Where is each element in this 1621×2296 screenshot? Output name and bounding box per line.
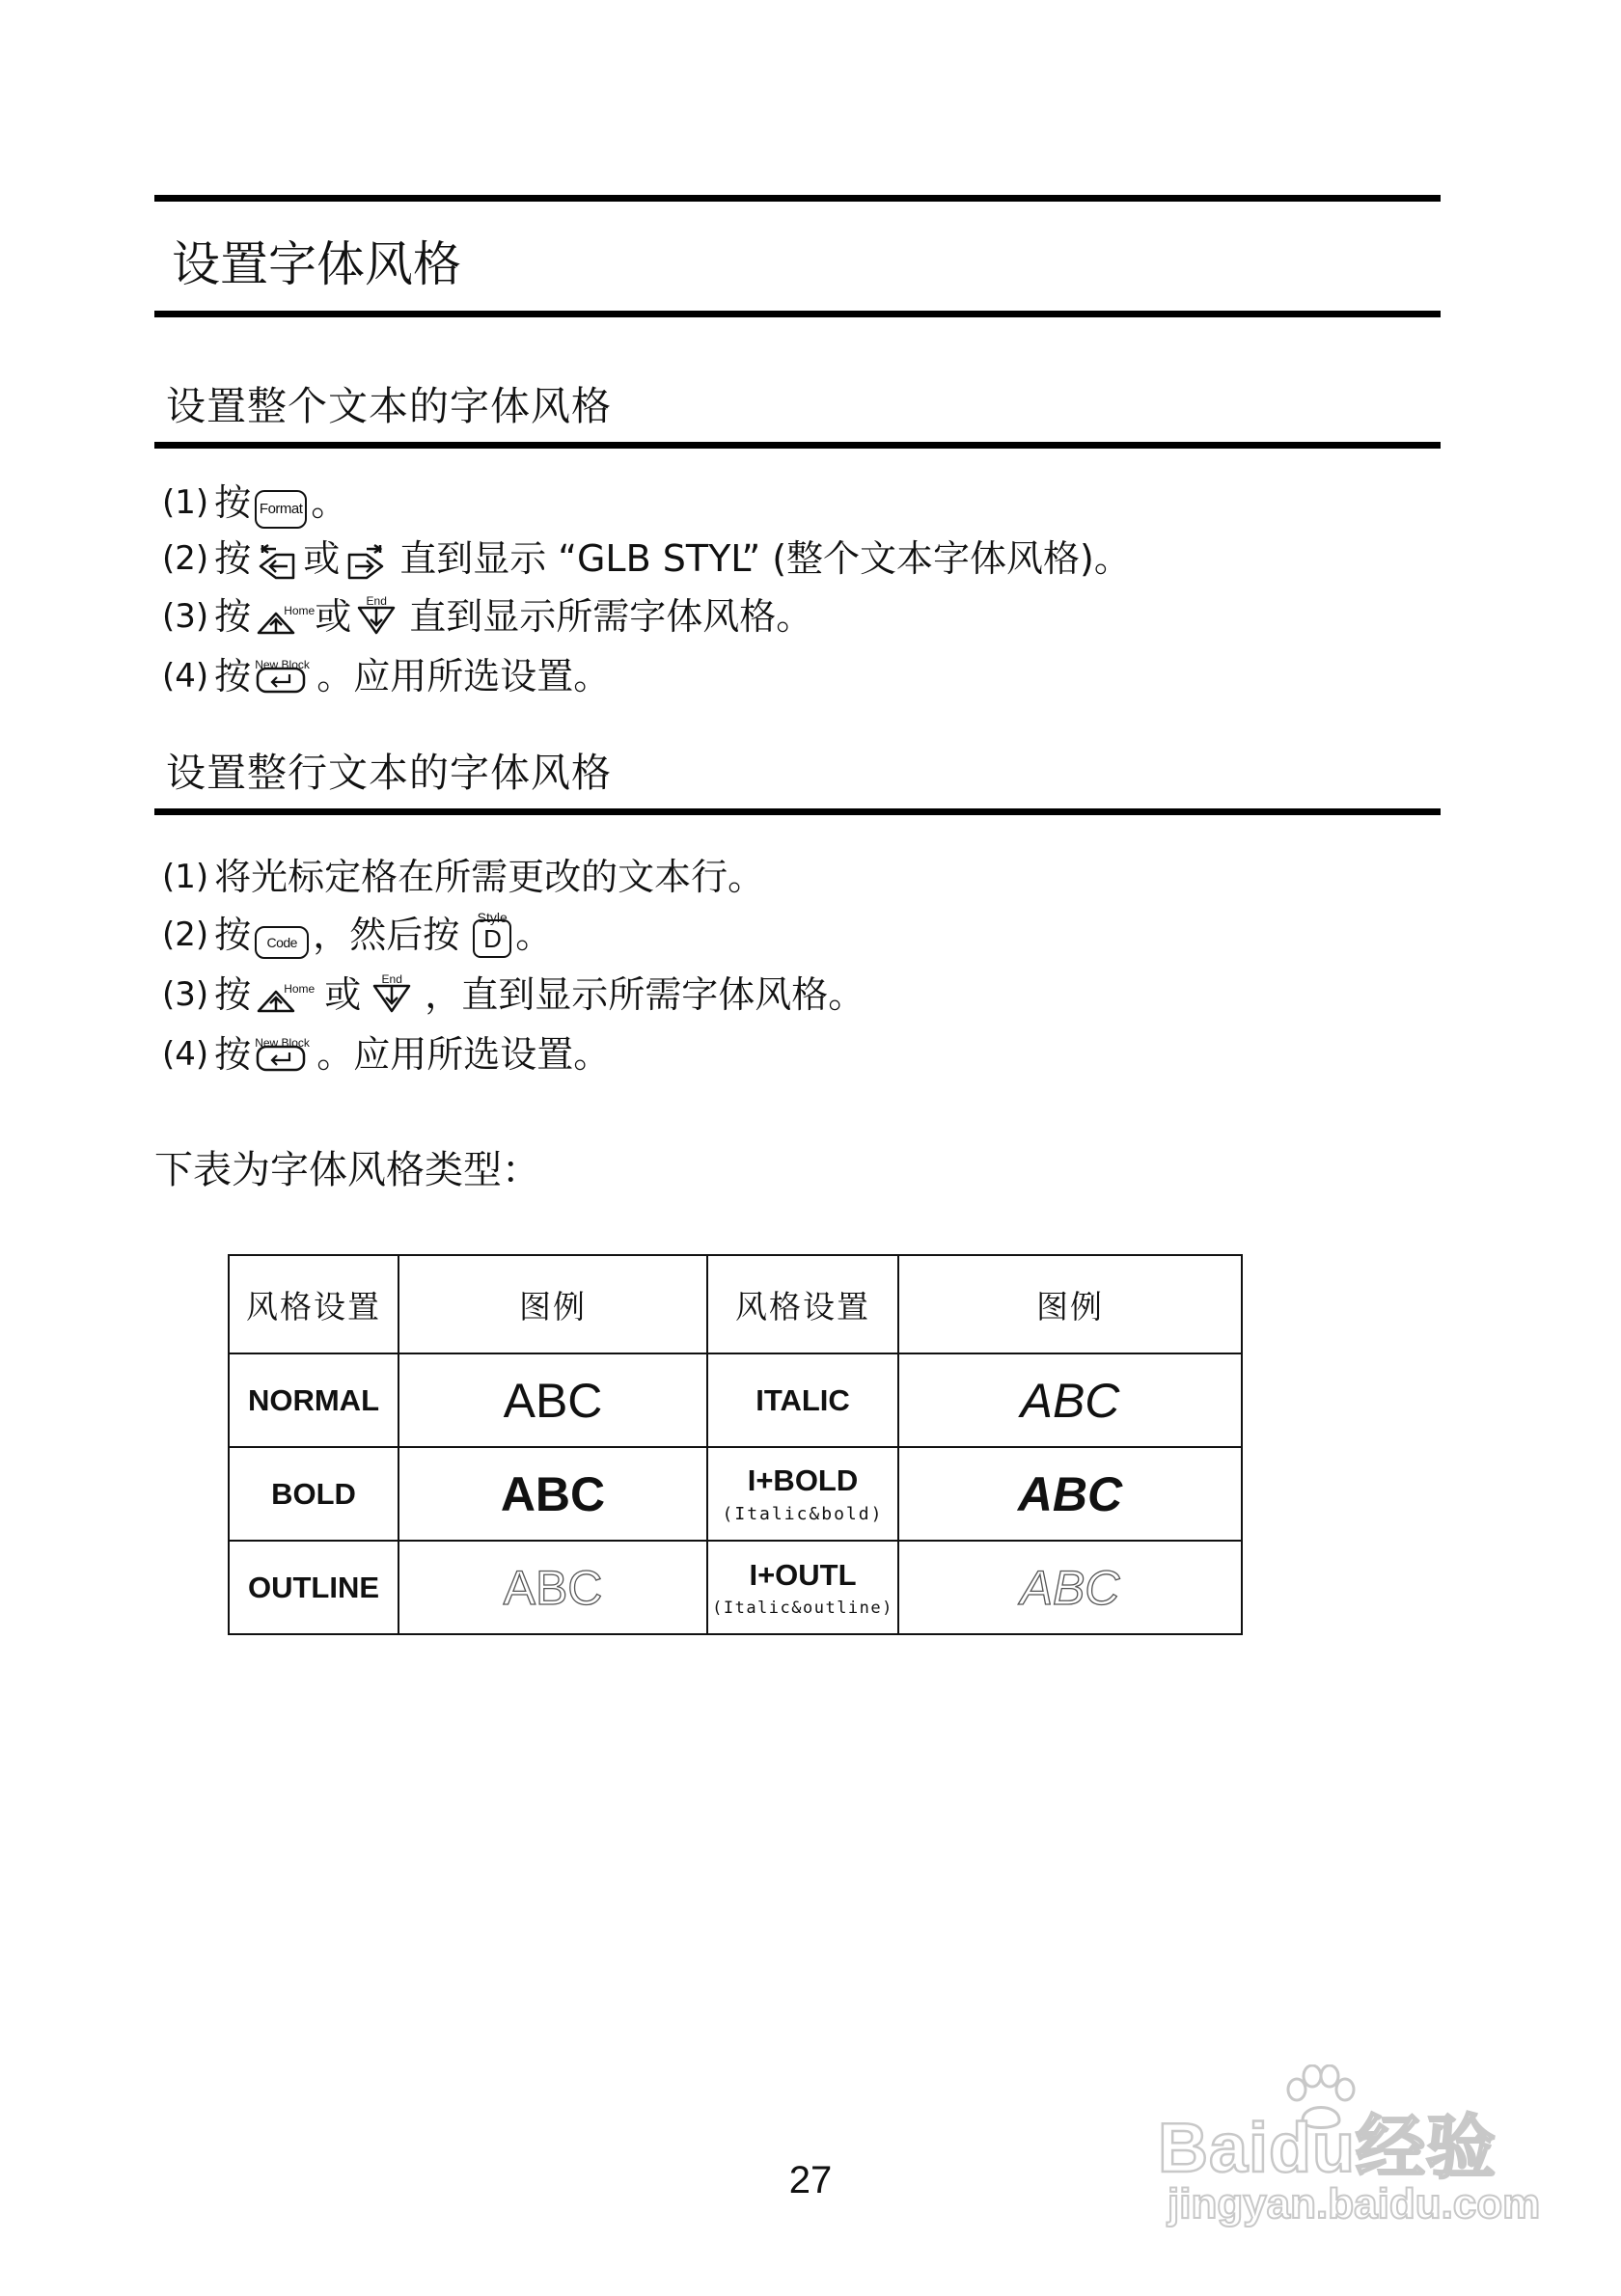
- d-key-label: D: [473, 919, 511, 958]
- style-subtitle: (Italic&outline): [712, 1598, 893, 1618]
- up-home-key[interactable]: [255, 592, 316, 641]
- step-number: (1): [162, 483, 209, 522]
- sample-outline: ABC: [398, 1541, 707, 1634]
- step-text-pre: 按: [214, 481, 252, 524]
- top-rule: [154, 195, 1441, 202]
- left-arrow-icon: [255, 539, 299, 584]
- sample-italic: ABC: [898, 1353, 1242, 1447]
- step-text-mid: ，然后按: [313, 914, 460, 956]
- s2-step-1: [162, 853, 764, 901]
- step-text-pre: 按: [214, 595, 252, 638]
- home-label: Home: [284, 604, 316, 617]
- step-text-post: 直到显示所需字体风格。: [409, 595, 813, 638]
- style-name-cell: ITALIC: [707, 1353, 898, 1447]
- style-name-cell: I+OUTL (Italic&outline): [707, 1541, 898, 1634]
- header-style-setting-2: 风格设置: [707, 1255, 898, 1353]
- d-style-key[interactable]: [473, 911, 511, 959]
- style-name-cell: OUTLINE: [229, 1541, 398, 1634]
- new-block-label: New Block: [255, 1036, 310, 1050]
- code-key-label: Code: [255, 926, 309, 959]
- header-example-1: 图例: [398, 1255, 707, 1353]
- page-number: 27: [788, 2159, 833, 2201]
- step-text-or: 或: [315, 595, 352, 638]
- step-text-post: 。: [311, 481, 348, 524]
- s1-step-2: [162, 534, 1131, 584]
- step-number: (2): [162, 916, 209, 954]
- table-header-row: [229, 1255, 1242, 1353]
- step-text-pre: 按: [214, 537, 252, 581]
- format-key-label: Format: [255, 490, 307, 529]
- table-row: [229, 1447, 1242, 1541]
- font-style-table: [228, 1254, 1243, 1635]
- style-name-cell: NORMAL: [229, 1353, 398, 1447]
- step-number: (3): [162, 975, 209, 1014]
- left-arrow-key[interactable]: [255, 534, 299, 584]
- step-number: (4): [162, 657, 209, 696]
- new-block-enter-key[interactable]: [255, 652, 310, 700]
- step-number: (1): [162, 858, 209, 896]
- style-subtitle: (Italic&bold): [722, 1504, 884, 1524]
- style-name-cell: I+BOLD (Italic&bold): [707, 1447, 898, 1541]
- s2-step-2: [162, 911, 552, 959]
- step-text-post: 。: [515, 914, 553, 956]
- section1-heading: 设置整个文本的字体风格: [166, 383, 612, 429]
- sample-italic-bold: ABC: [898, 1447, 1242, 1541]
- sample-bold: ABC: [398, 1447, 707, 1541]
- table-intro: 下表为字体风格类型：: [154, 1148, 540, 1192]
- up-home-key[interactable]: [255, 970, 316, 1019]
- style-label: Style: [477, 910, 508, 925]
- step-text-post: ，直到显示所需字体风格。: [425, 973, 865, 1016]
- watermark-text: Baidu经验: [1158, 2110, 1497, 2187]
- s1-step-1: [162, 477, 347, 529]
- table-row: [229, 1541, 1242, 1634]
- s1-step-4: [162, 652, 610, 700]
- section1-underline: [154, 442, 1441, 449]
- down-end-key[interactable]: [371, 970, 413, 1019]
- step-text-pre: 按: [214, 655, 252, 697]
- step-text-or: 或: [303, 537, 341, 581]
- page-title: 设置字体风格: [172, 236, 461, 292]
- sample-normal: ABC: [398, 1353, 707, 1447]
- new-block-enter-key[interactable]: [255, 1030, 310, 1079]
- step-text-pre: 按: [214, 1033, 252, 1076]
- step-text-post: 。应用所选设置。: [316, 655, 611, 697]
- step-text-post: 直到显示 “GLB STYL” (整个文本字体风格)。: [399, 537, 1131, 581]
- section2-heading: 设置整行文本的字体风格: [166, 750, 612, 796]
- step-text-post: 。应用所选设置。: [316, 1033, 611, 1076]
- s2-step-3: [162, 970, 865, 1019]
- right-arrow-key[interactable]: [343, 534, 388, 584]
- end-label: End: [381, 972, 402, 986]
- step-number: (3): [162, 597, 209, 636]
- header-style-setting-1: 风格设置: [229, 1255, 398, 1353]
- section2-underline: [154, 808, 1441, 815]
- end-label: End: [366, 594, 387, 608]
- format-key[interactable]: [255, 477, 307, 529]
- baidu-watermark: [1158, 2064, 1544, 2238]
- watermark-url: jingyan.baidu.com: [1168, 2180, 1541, 2228]
- title-underline: [154, 311, 1441, 317]
- header-example-2: 图例: [898, 1255, 1242, 1353]
- step-number: (2): [162, 539, 209, 579]
- table-row: [229, 1353, 1242, 1447]
- s2-step-4: [162, 1030, 610, 1079]
- step-text-or: 或: [324, 973, 362, 1016]
- step-text-pre: 按: [214, 973, 252, 1016]
- sample-italic-outline: ABC: [898, 1541, 1242, 1634]
- step-text: 将光标定格在所需更改的文本行。: [214, 856, 765, 898]
- code-key[interactable]: [255, 911, 309, 959]
- step-number: (4): [162, 1035, 209, 1074]
- s1-step-3: [162, 592, 812, 641]
- down-end-key[interactable]: [355, 592, 398, 641]
- new-block-label: New Block: [255, 658, 310, 671]
- home-label: Home: [284, 982, 316, 996]
- step-text-pre: 按: [214, 914, 252, 956]
- style-name-cell: BOLD: [229, 1447, 398, 1541]
